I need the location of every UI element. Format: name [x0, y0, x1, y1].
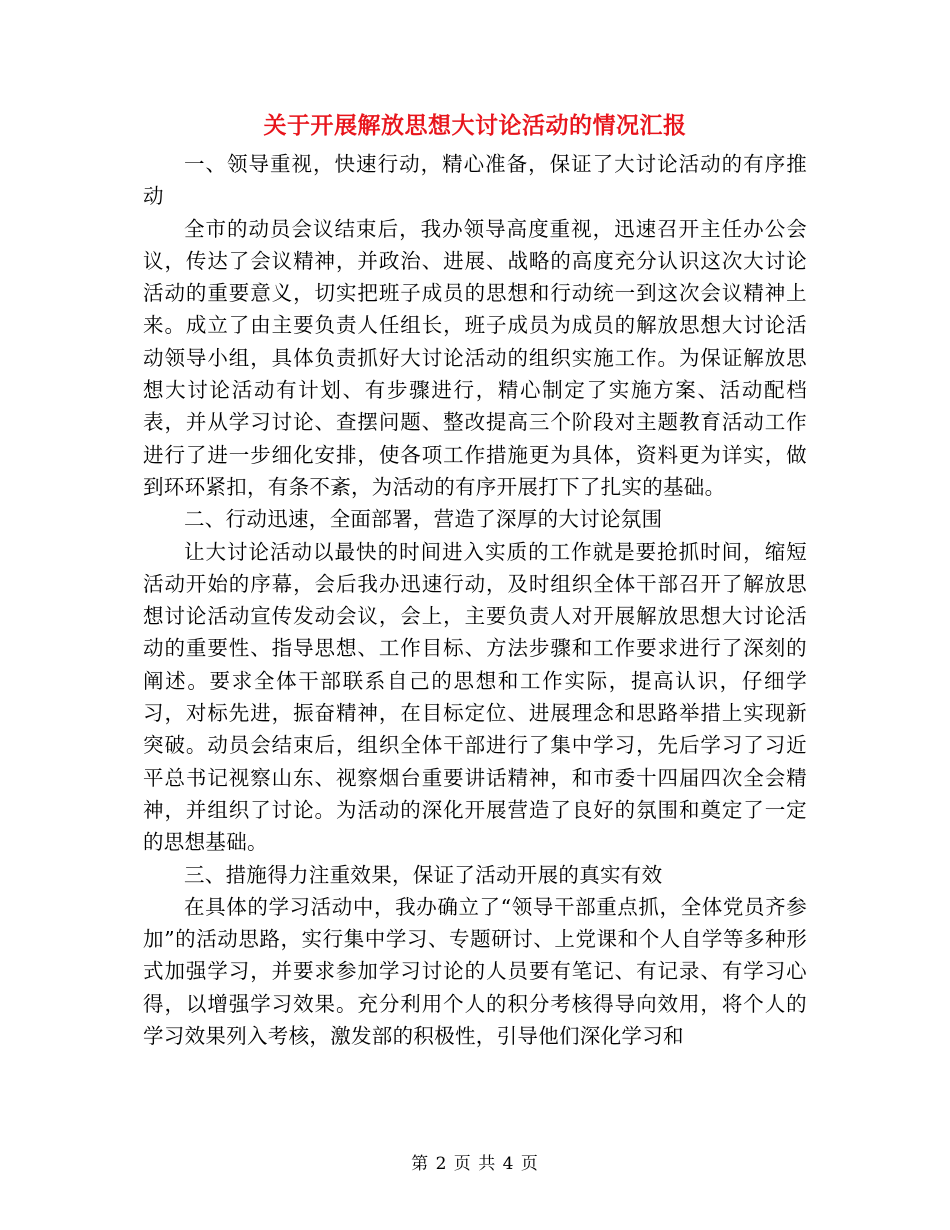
page-number-footer: 第 2 页 共 4 页 [411, 1154, 539, 1174]
section-heading-1: 一、领导重视，快速行动，精心准备，保证了大讨论活动的有序推动 [143, 152, 807, 209]
body-paragraph-1: 全市的动员会议结束后，我办领导高度重视，迅速召开主任办公会议，传达了会议精神，并政治、进展、战略的高度充分认识这次大讨论活动的重要意义，切实把班子成员的思想和行动统一到这次会议精神上来。成立了由主要负责人任组长，班子成员为成员的解放思想大讨论活动领导小组，具体负责抓好大讨论活动的组织实施工作。为保证解放思想大讨论活动有计划、有步骤进行，精心制定了实施方案、活动配档表，并从学习讨论、查摆问题、整改提高三个阶段对主题教育活动工作进行了进一步细化安排，使各项工作措施更为具体，资料更为详实，做到环环紧扣，有条不紊，为活动的有序开展打下了扎实的基础。 [143, 216, 807, 499]
body-paragraph-2: 让大讨论活动以最快的时间进入实质的工作就是要抢抓时间，缩短活动开始的序幕，会后我办迅速行动，及时组织全体干部召开了解放思想讨论活动宣传发动会议，会上，主要负责人对开展解放思想大讨论活动的重要性、指导思想、工作目标、方法步骤和工作要求进行了深刻的阐述。要求全体干部联系自己的思想和工作实际，提高认识，仔细学习，对标先进，振奋精神，在目标定位、进展理念和思路举措上实现新突破。动员会结束后，组织全体干部进行了集中学习，先后学习了习近平总书记视察山东、视察烟台重要讲话精神，和市委十四届四次全会精神，并组织了讨论。为活动的深化开展营造了良好的氛围和奠定了一定的思想基础。 [143, 539, 807, 855]
section-heading-3: 三、措施得力注重效果，保证了活动开展的真实有效 [184, 862, 663, 887]
body-paragraph-3: 在具体的学习活动中，我办确立了“领导干部重点抓，全体党员齐参加”的活动思路，实行集中学习、专题研讨、上党课和个人自学等多种形式加强学习，并要求参加学习讨论的人员要有笔记、有记录、有学习心得，以增强学习效果。充分利用个人的积分考核得导向效用，将个人的学习效果列入考核，激发部的积极性，引导他们深化学习和 [143, 894, 807, 1049]
document-title: 关于开展解放思想大讨论活动的情况汇报 [263, 112, 687, 139]
section-heading-2: 二、行动迅速，全面部署，营造了深厚的大讨论氛围 [184, 507, 663, 532]
document-body [143, 148, 807, 1052]
